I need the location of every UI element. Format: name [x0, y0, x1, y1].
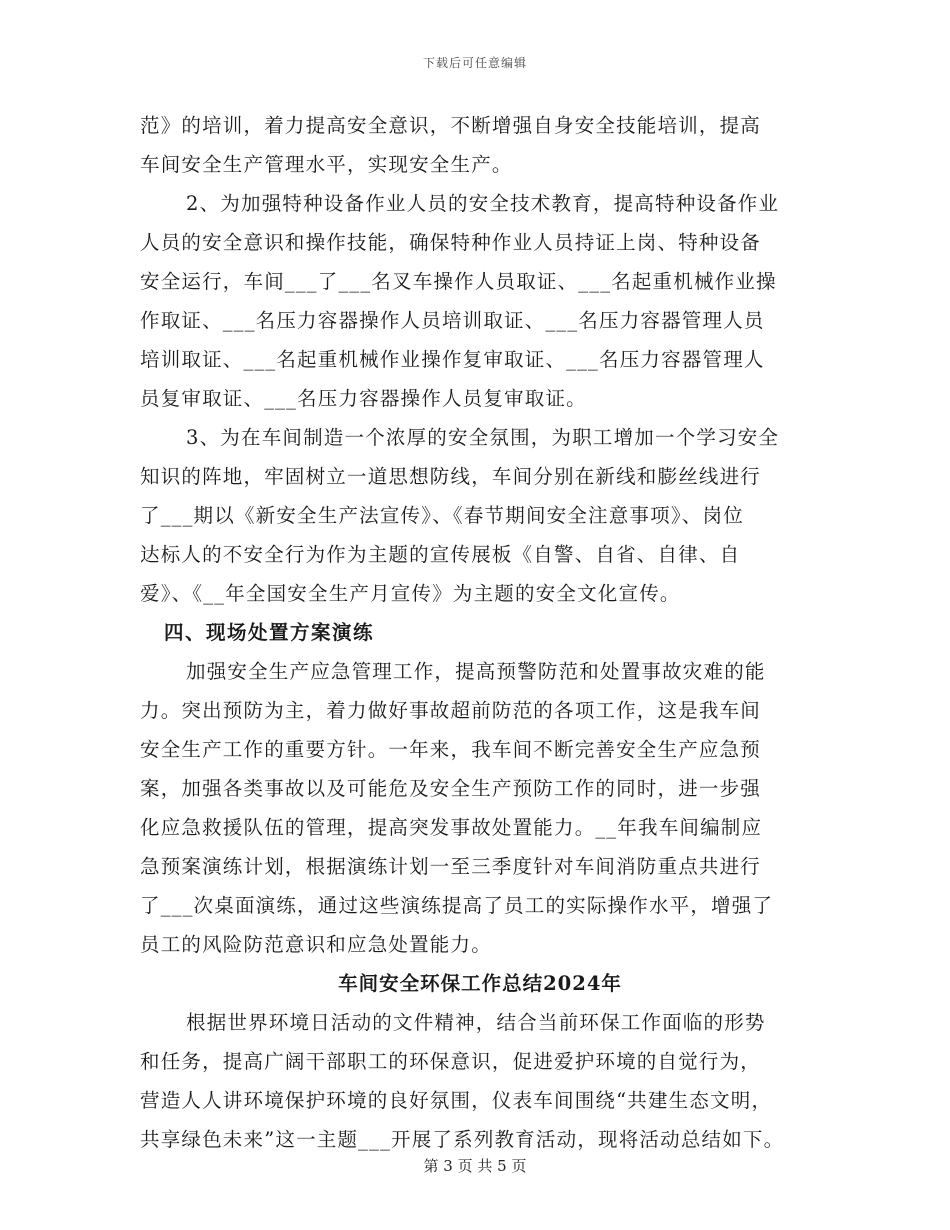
text-line: 员复审取证、___名压力容器操作人员复审取证。 — [140, 387, 587, 410]
text-line: 了___期以《新安全生产法宣传》、《春节期间安全注意事项》、岗位 — [140, 504, 744, 527]
paragraph-safety-atmosphere — [140, 418, 820, 613]
document-body — [140, 106, 820, 1159]
text-line: 人员的安全意识和操作技能，确保特种作业人员持证上岗、特种设备 — [140, 231, 762, 254]
text-line: 安全生产工作的重要方针。一年来，我车间不断完善安全生产应急预 — [140, 738, 762, 761]
text-line: 知识的阵地，牢固树立一道思想防线，车间分别在新线和膨丝线进行 — [140, 465, 762, 488]
text-line: 2、为加强特种设备作业人员的安全技术教育，提高特种设备作业 — [186, 192, 780, 215]
text-line: 案，加强各类事故以及可能危及安全生产预防工作的同时，进一步强 — [140, 777, 762, 800]
text-line: 范》的培训，着力提高安全意识，不断增强自身安全技能培训，提高 — [140, 114, 762, 137]
text-line: 作取证、___名压力容器操作人员培训取证、___名压力容器管理人员 — [140, 309, 765, 332]
text-line: 员工的风险防范意识和应急处置能力。 — [140, 933, 492, 956]
text-line: 安全运行，车间___了___名叉车操作人员取证、___名起重机械作业操 — [140, 270, 777, 293]
page-footer: 第 3 页 共 5 页 — [423, 1157, 527, 1175]
text-line: 培训取证、___名起重机械作业操作复审取证、___名压力容器管理人 — [140, 348, 765, 371]
text-line: 力。突出预防为主，着力做好事故超前防范的各项工作，这是我车间 — [140, 699, 762, 722]
paragraph-environment — [140, 1003, 820, 1159]
text-line: 共享绿色未来”这一主题___开展了系列教育活动，现将活动总结如下。 — [140, 1128, 785, 1151]
text-line: 3、为在车间制造一个浓厚的安全氛围，为职工增加一个学习安全 — [186, 426, 780, 449]
text-line: 车间安全生产管理水平，实现安全生产。 — [140, 153, 513, 176]
paragraph-training — [140, 106, 820, 184]
text-line: 爱》、《__年全国安全生产月宣传》为主题的安全文化宣传。 — [140, 582, 681, 605]
text-line: 和任务，提高广阔干部职工的环保意识，促进爱护环境的自觉行为， — [140, 1050, 762, 1073]
text-line: 化应急救援队伍的管理，提高突发事故处置能力。__年我车间编制应 — [140, 816, 763, 839]
text-line: 达标人的不安全行为作为主题的宣传展板《自警、自省、自律、自 — [140, 543, 741, 566]
paragraph-special-equipment — [140, 184, 820, 418]
paragraph-emergency-drill — [140, 652, 820, 964]
section-heading: 四、现场处置方案演练 — [164, 621, 375, 644]
document-title: 车间安全环保工作总结2024年 — [338, 972, 622, 995]
text-line: 急预案演练计划，根据演练计划一至三季度针对车间消防重点共进行 — [140, 855, 762, 878]
text-line: 营造人人讲环境保护环境的良好氛围，仪表车间围绕“共建生态文明， — [140, 1089, 773, 1112]
text-line: 根据世界环境日活动的文件精神，结合当前环保工作面临的形势 — [186, 1011, 766, 1034]
page-header: 下载后可任意编辑 — [422, 56, 527, 70]
text-line: 了___次桌面演练，通过这些演练提高了员工的实际操作水平，增强了 — [140, 894, 774, 917]
text-line: 加强安全生产应急管理工作，提高预警防范和处置事故灾难的能 — [186, 660, 766, 683]
